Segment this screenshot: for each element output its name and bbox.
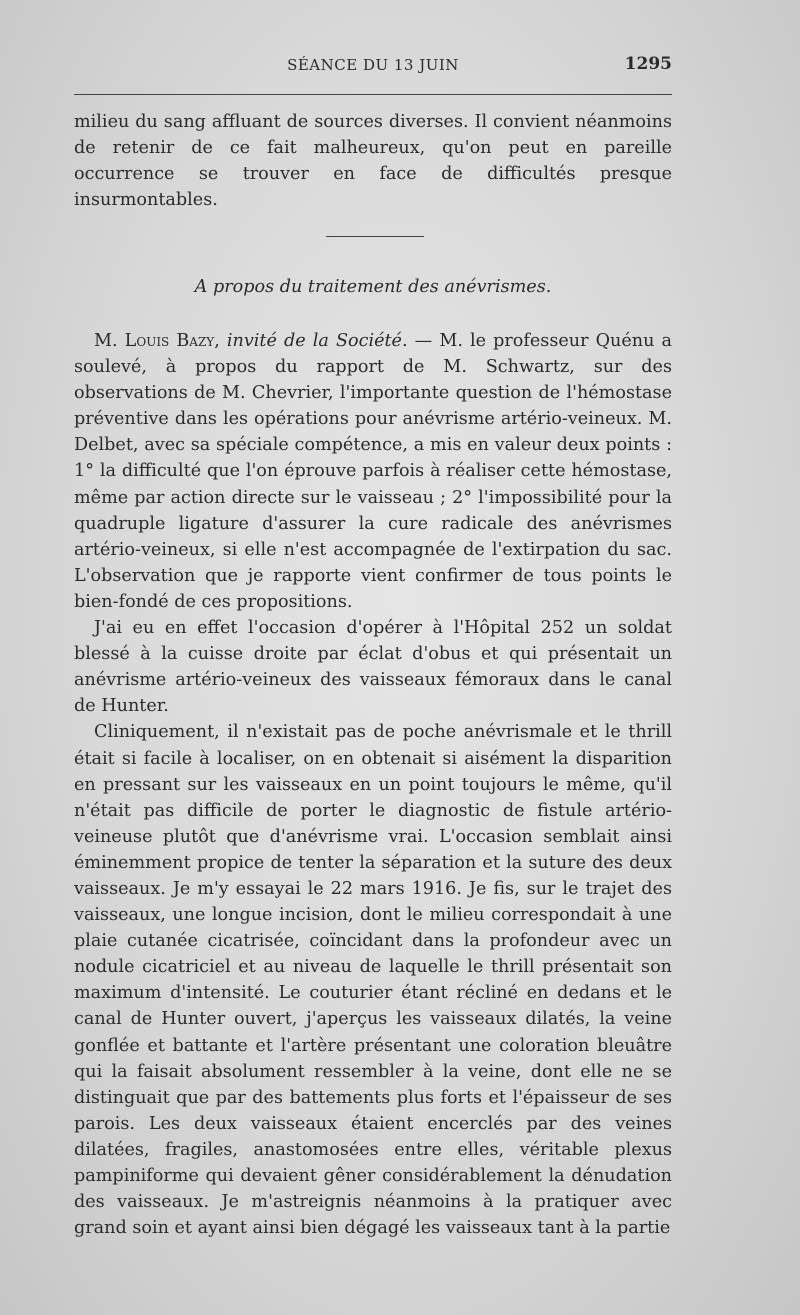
section-separator	[326, 236, 424, 237]
page-number: 1295	[624, 54, 672, 74]
paragraph-2: J'ai eu en effet l'occasion d'opérer à l'Hôpital 252 un soldat blessé à la cuisse droite par éclat d'obus et qui présentait un anévrisme artério-veineux des vaisseaux fémoraux dans le canal de Hunter.	[74, 618, 672, 717]
intro-paragraph: milieu du sang affluant de sources diverses. Il convient néanmoins de retenir de ce fait malheureux, qu'on peut en pareille occurrence se trouver en face de difficultés presque insurmontables.	[74, 112, 672, 211]
speaker-role: invité de la Société	[226, 331, 402, 351]
section-title: A propos du traitement des anévrismes.	[194, 277, 552, 297]
page-header	[74, 52, 672, 80]
running-title: SÉANCE DU 13 JUIN	[287, 56, 459, 74]
paragraph-1: M. Louis Bazy, invité de la Société. — M. le professeur Quénu a soulevé, à propos du rapport de M. Schwartz, sur des observations de M. Chevrier, l'importante question de l'hémostase préventive dans les opérations pour anévrisme artério-veineux. M. Delbet, avec sa spéciale compétence, a mis en valeur deux points : 1° la difficulté que l'on éprouve parfois à réaliser cette hémostase, même par action directe sur le vaisseau ; 2° l'impossibilité pour la quadruple ligature d'assurer la cure radicale des anévrismes artério-veineux, si elle n'est accompagnée de l'extirpation du sac. L'observation que je rapporte vient confirmer de tous points le bien-fondé de ces propositions.	[74, 331, 672, 612]
paragraph-3: Cliniquement, il n'existait pas de poche anévrismale et le thrill était si facile à localiser, on en obtenait si aisément la disparition en pressant sur les vaisseaux en un point toujours le même, qu'il n'était pas difficile de porter le diagnostic de fistule artério-veineuse plutôt que d'anévrisme vrai. L'occasion semblait ainsi éminemment propice de tenter la séparation et la suture des deux vaisseaux. Je m'y essayai le 22 mars 1916. Je fis, sur le trajet des vaisseaux, une longue incision, dont le milieu correspondait à une plaie cutanée cicatrisée, coïncidant dans la profondeur avec un nodule cicatriciel et au niveau de laquelle le thrill présentait son maximum d'intensité. Le couturier étant récliné en dedans et le canal de Hunter ouvert, j'aperçus les vaisseaux dilatés, la veine gonflée et battante et l'artère présentant une coloration bleuâtre qui la faisait absolument ressembler à la veine, dont elle ne se distinguait que par des battements plus forts et l'épaisseur de ses parois. Les deux vaisseaux étaient encerclés par des veines dilatées, fragiles, anastomosées entre elles, véritable plexus pampiniforme qui devaient gêner considérablement la dénudation des vaisseaux. Je m'astreignis néanmoins à la pratiquer avec grand soin et ayant ainsi bien dégagé les vaisseaux tant à la partie	[74, 722, 672, 1239]
paragraph-1-text: . — M. le professeur Quénu a soulevé, à propos du rapport de M. Schwartz, sur des observations de M. Chevrier, l'importante question de l'hémostase préventive dans les opérations pour anévrisme artério-veineux. M. Delbet, avec sa spéciale compétence, a mis en valeur deux points : 1° la difficulté que l'on éprouve parfois à réaliser cette hémostase, même par action directe sur le vaisseau ; 2° l'impossibilité pour la quadruple ligature d'assurer la cure radicale des anévrismes artério-veineux, si elle n'est accompagnée de l'extirpation du sac. L'observation que je rapporte vient confirmer de tous points le bien-fondé de ces propositions.	[74, 331, 672, 612]
header-rule	[74, 94, 672, 95]
speaker-name: M. Louis Bazy	[94, 331, 215, 351]
article-body	[74, 328, 672, 1241]
